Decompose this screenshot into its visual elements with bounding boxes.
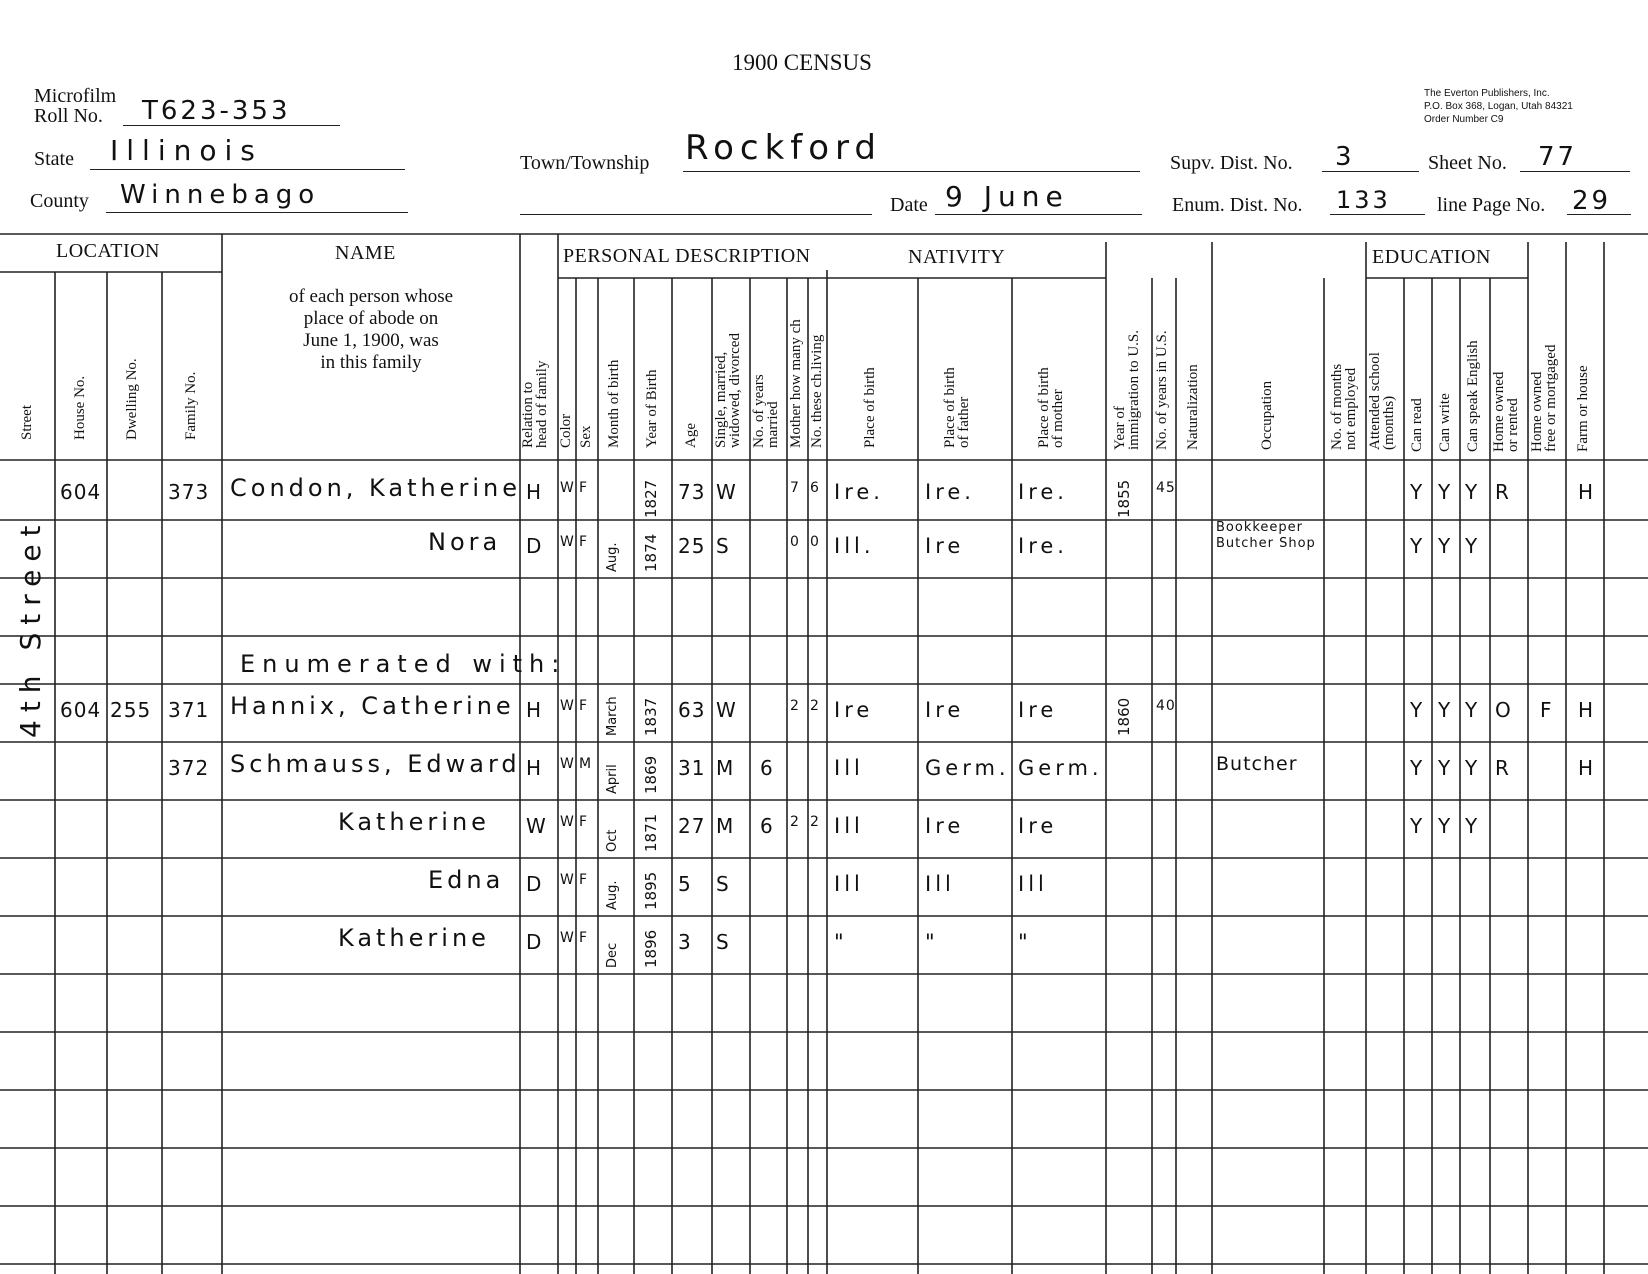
row-5-fob: Ill xyxy=(925,872,955,896)
county-label: County xyxy=(30,190,89,212)
col-age: Age xyxy=(683,423,699,448)
row-2-dwelling: 255 xyxy=(110,698,152,722)
row-1-color: W xyxy=(560,534,575,550)
col-place-birth: Place of birth xyxy=(862,367,878,448)
row-0-write: Y xyxy=(1438,480,1452,504)
row-4-year: 1871 xyxy=(642,813,660,852)
col-years-us: No. of years in U.S. xyxy=(1154,330,1170,450)
col-months-unemployed: No. of months not employed xyxy=(1329,363,1359,450)
row-0-rel: H xyxy=(526,480,543,504)
row-3-own: R xyxy=(1495,756,1510,780)
row-0-mob: Ire. xyxy=(1018,480,1068,504)
col-naturalization: Naturalization xyxy=(1185,364,1201,450)
group-personal: PERSONAL DESCRIPTION xyxy=(563,245,811,267)
roll-value: T623-353 xyxy=(142,96,291,126)
row-2-farm: H xyxy=(1578,698,1595,722)
row-4-color: W xyxy=(560,814,575,830)
row-2-year: 1837 xyxy=(642,697,660,736)
enum-value: 133 xyxy=(1336,186,1391,214)
supv-label: Supv. Dist. No. xyxy=(1170,152,1293,174)
row-0-family: 373 xyxy=(168,480,210,504)
row-3-fob: Germ. xyxy=(925,756,1010,780)
row-2-age: 63 xyxy=(678,698,706,722)
row-2-name: Hannix, Catherine xyxy=(230,692,515,720)
row-3-color: W xyxy=(560,756,575,772)
row-4-month: Oct xyxy=(605,829,620,852)
row-0-name: Condon, Katherine xyxy=(230,474,521,502)
group-name: NAME xyxy=(335,242,396,264)
row-2-mob: Ire xyxy=(1018,698,1058,722)
col-farm: Farm or house xyxy=(1575,365,1591,452)
row-4-mar: M xyxy=(716,814,735,838)
col-dwelling: Dwelling No. xyxy=(124,358,140,440)
row-0-imm: 1855 xyxy=(1115,479,1133,518)
row-2-own: O xyxy=(1495,698,1512,722)
roll-label: Roll No. xyxy=(34,105,103,127)
row-0-pob: Ire. xyxy=(834,480,884,504)
state-value: Illinois xyxy=(110,134,263,167)
col-month: Month of birth xyxy=(606,359,622,448)
row-1-mar: S xyxy=(716,534,730,558)
col-street: Street xyxy=(19,405,35,440)
supv-value: 3 xyxy=(1335,142,1355,172)
row-5-mar: S xyxy=(716,872,730,896)
row-5-sex: F xyxy=(579,872,589,888)
row-3-eng: Y xyxy=(1465,756,1479,780)
row-4-read: Y xyxy=(1410,814,1424,838)
row-2-rel: H xyxy=(526,698,543,722)
page-value: 29 xyxy=(1572,186,1612,216)
row-3-ym: 6 xyxy=(760,756,774,780)
row-1-year: 1874 xyxy=(642,533,660,572)
row-2-yus: 40 xyxy=(1156,698,1176,714)
row-1-occupation: Bookkeeper Butcher Shop xyxy=(1216,520,1316,551)
row-3-pob: Ill xyxy=(834,756,864,780)
row-0-year: 1827 xyxy=(642,479,660,518)
row-0-farm: H xyxy=(1578,480,1595,504)
col-relation: Relation to head of family xyxy=(520,360,550,448)
row-1-write: Y xyxy=(1438,534,1452,558)
name-instructions: of each person whose place of abode on June 1, 1900, was in this family xyxy=(288,286,454,373)
row-1-mob: Ire. xyxy=(1018,534,1068,558)
row-6-color: W xyxy=(560,930,575,946)
row-0-age: 73 xyxy=(678,480,706,504)
group-location: LOCATION xyxy=(56,240,160,262)
row-0-color: W xyxy=(560,480,575,496)
row-5-age: 5 xyxy=(678,872,692,896)
publisher-address: P.O. Box 368, Logan, Utah 84321 xyxy=(1424,101,1573,112)
row-2-eng: Y xyxy=(1465,698,1479,722)
row-0-read: Y xyxy=(1410,480,1424,504)
row-3-year: 1869 xyxy=(642,755,660,794)
row-1-sex: F xyxy=(579,534,589,550)
col-living: No. these ch.living xyxy=(809,334,825,448)
county-value: Winnebago xyxy=(120,180,321,210)
row-3-family: 372 xyxy=(168,756,210,780)
sheet-value: 77 xyxy=(1538,142,1578,172)
row-6-fob: " xyxy=(925,930,939,954)
group-nativity: NATIVITY xyxy=(908,246,1006,268)
row-2-month: March xyxy=(605,696,620,736)
row-1-liv: 0 xyxy=(810,534,820,550)
col-mortgage: Home owned free or mortgaged xyxy=(1529,344,1559,452)
row-4-eng: Y xyxy=(1465,814,1479,838)
row-3-farm: H xyxy=(1578,756,1595,780)
row-1-mch: 0 xyxy=(790,534,800,550)
row-6-mar: S xyxy=(716,930,730,954)
col-mother-birth: Place of birth of mother xyxy=(1036,367,1066,448)
row-1-fob: Ire xyxy=(925,534,965,558)
row-4-rel: W xyxy=(526,814,547,838)
col-father-birth: Place of birth of father xyxy=(942,367,972,448)
row-3-rel: H xyxy=(526,756,543,780)
row-0-fob: Ire. xyxy=(925,480,975,504)
row-1-read: Y xyxy=(1410,534,1424,558)
row-6-name: Katherine xyxy=(338,924,490,952)
row-2-mar: W xyxy=(716,698,737,722)
row-4-fob: Ire xyxy=(925,814,965,838)
col-mother-children: Mother how many ch xyxy=(788,319,804,448)
row-3-age: 31 xyxy=(678,756,706,780)
row-4-mch: 2 xyxy=(790,814,800,830)
row-5-color: W xyxy=(560,872,575,888)
row-1-pob: Ill. xyxy=(834,534,875,558)
date-label: Date xyxy=(890,194,928,216)
row-4-name: Katherine xyxy=(338,808,490,836)
microfilm-label: Microfilm xyxy=(34,85,117,107)
row-0-liv: 6 xyxy=(810,480,820,496)
town-value: Rockford xyxy=(685,128,883,168)
row-3-read: Y xyxy=(1410,756,1424,780)
row-0-mch: 7 xyxy=(790,480,800,496)
row-2-house: 604 xyxy=(60,698,102,722)
row-1-rel: D xyxy=(526,534,543,558)
row-5-rel: D xyxy=(526,872,543,896)
row-2-mch: 2 xyxy=(790,698,800,714)
row-0-yus: 45 xyxy=(1156,480,1176,496)
page-label: line Page No. xyxy=(1437,194,1546,216)
col-immigration: Year of immigration to U.S. xyxy=(1112,330,1142,450)
sheet-label: Sheet No. xyxy=(1428,152,1507,174)
date-value: 9 June xyxy=(945,180,1069,213)
row-2-write: Y xyxy=(1438,698,1452,722)
col-english: Can speak English xyxy=(1465,340,1481,452)
col-family: Family No. xyxy=(183,371,199,440)
row-0-sex: F xyxy=(579,480,589,496)
col-read: Can read xyxy=(1409,398,1425,452)
row-5-mob: Ill xyxy=(1018,872,1048,896)
row-3-month: April xyxy=(605,764,620,794)
row-0-house: 604 xyxy=(60,480,102,504)
col-attended: Attended school (months) xyxy=(1367,352,1397,450)
row-0-mar: W xyxy=(716,480,737,504)
col-occupation: Occupation xyxy=(1259,380,1275,450)
col-house: House No. xyxy=(72,375,88,440)
state-label: State xyxy=(34,148,74,170)
row-4-mob: Ire xyxy=(1018,814,1058,838)
row-6-month: Dec xyxy=(605,942,620,968)
row-3-name: Schmauss, Edward xyxy=(230,750,521,778)
row-2-family: 371 xyxy=(168,698,210,722)
row-5-pob: Ill xyxy=(834,872,864,896)
row-2-fob: Ire xyxy=(925,698,965,722)
row-4-sex: F xyxy=(579,814,589,830)
row-1-name: Nora xyxy=(428,528,502,556)
row-3-occupation: Butcher xyxy=(1216,753,1298,775)
row-2-color: W xyxy=(560,698,575,714)
col-marital: Single, married, widowed, divorced xyxy=(713,333,743,448)
row-2-liv: 2 xyxy=(810,698,820,714)
town-label: Town/Township xyxy=(520,152,650,174)
row-3-write: Y xyxy=(1438,756,1452,780)
row-4-age: 27 xyxy=(678,814,706,838)
row-5-month: Aug. xyxy=(605,880,620,910)
row-3-mob: Germ. xyxy=(1018,756,1103,780)
publisher-name: The Everton Publishers, Inc. xyxy=(1424,88,1550,99)
col-years-married: No. of years married xyxy=(751,374,781,448)
enumerated-note: Enumerated with: xyxy=(240,650,567,678)
row-4-pob: Ill xyxy=(834,814,864,838)
row-6-age: 3 xyxy=(678,930,692,954)
row-1-age: 25 xyxy=(678,534,706,558)
row-4-write: Y xyxy=(1438,814,1452,838)
row-2-sex: F xyxy=(579,698,589,714)
row-6-pob: " xyxy=(834,930,848,954)
row-2-imm: 1860 xyxy=(1115,697,1133,736)
publisher-order: Order Number C9 xyxy=(1424,114,1504,125)
row-2-read: Y xyxy=(1410,698,1424,722)
row-4-liv: 2 xyxy=(810,814,820,830)
row-3-mar: M xyxy=(716,756,735,780)
row-4-ym: 6 xyxy=(760,814,774,838)
enum-label: Enum. Dist. No. xyxy=(1172,194,1303,216)
row-2-mort: F xyxy=(1540,698,1553,722)
page-title: 1900 CENSUS xyxy=(732,50,872,75)
row-1-month: Aug. xyxy=(605,542,620,572)
street-note: 4th Street xyxy=(14,517,47,738)
row-5-year: 1895 xyxy=(642,871,660,910)
row-2-pob: Ire xyxy=(834,698,874,722)
row-1-eng: Y xyxy=(1465,534,1479,558)
group-education: EDUCATION xyxy=(1372,246,1491,268)
col-write: Can write xyxy=(1437,393,1453,452)
row-6-sex: F xyxy=(579,930,589,946)
row-0-own: R xyxy=(1495,480,1510,504)
row-5-name: Edna xyxy=(428,866,505,894)
col-color: Color xyxy=(558,413,574,448)
row-6-rel: D xyxy=(526,930,543,954)
row-3-sex: M xyxy=(579,756,593,772)
col-year: Year of Birth xyxy=(644,369,660,448)
row-0-eng: Y xyxy=(1465,480,1479,504)
col-sex: Sex xyxy=(578,425,594,448)
row-6-mob: " xyxy=(1018,930,1032,954)
col-owned: Home owned or rented xyxy=(1491,371,1521,452)
row-6-year: 1896 xyxy=(642,929,660,968)
